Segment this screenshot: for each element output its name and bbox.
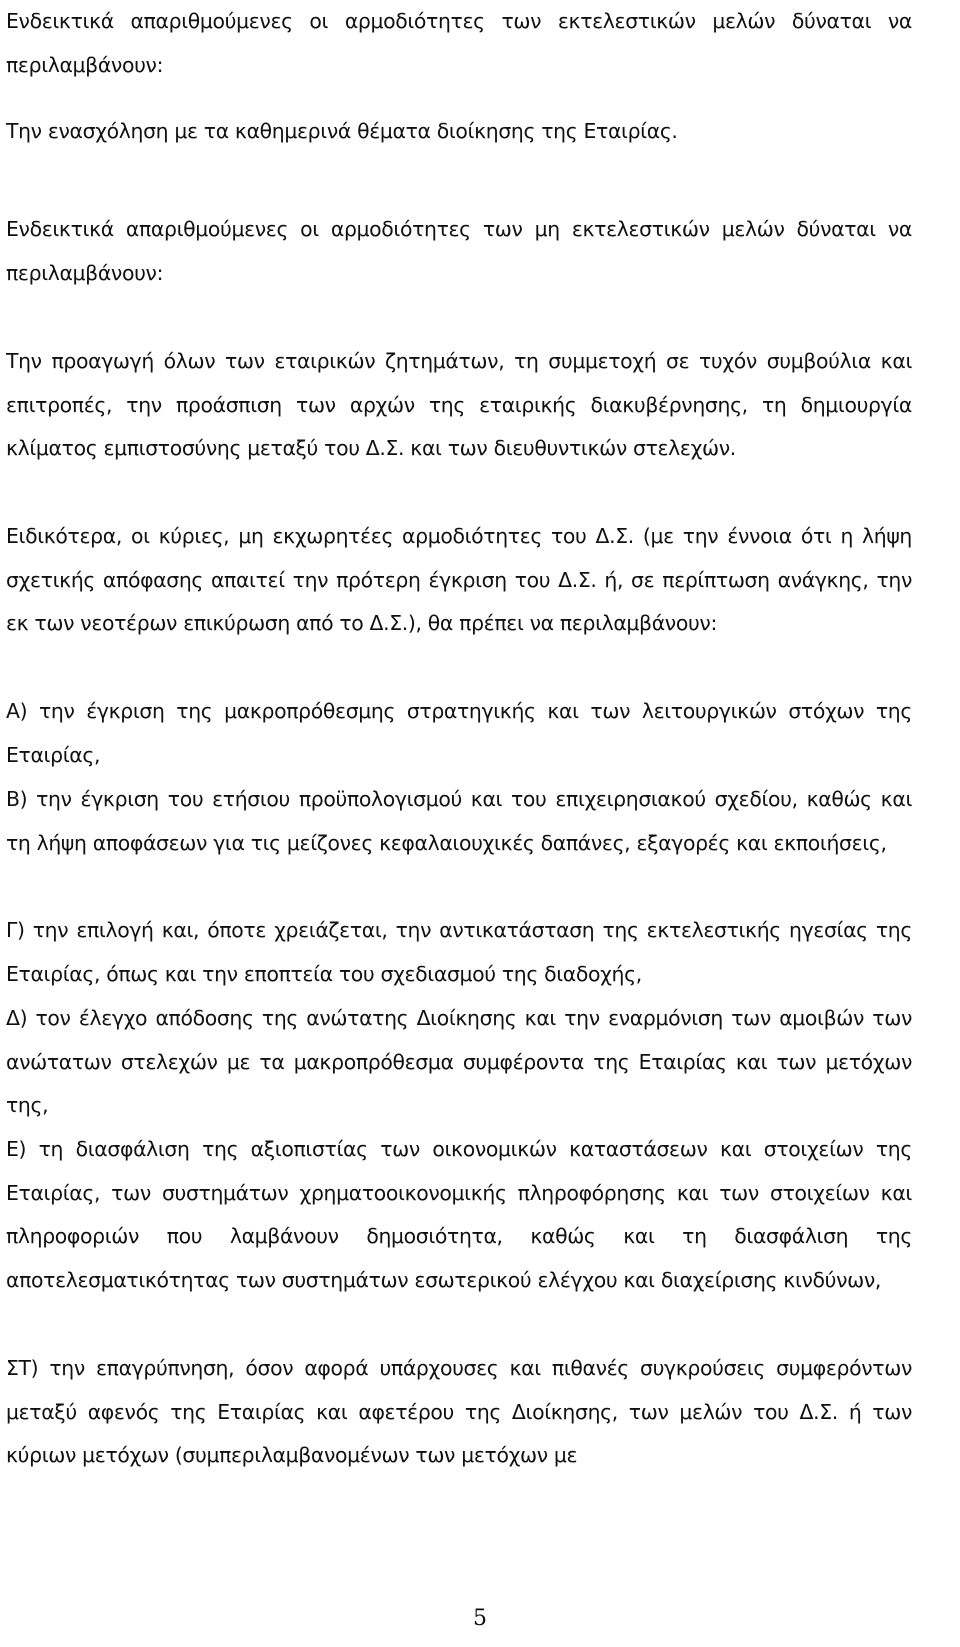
paragraph-executive-duties: Την ενασχόληση με τα καθημερινά θέματα διοίκησης της Εταιρίας. (6, 119, 678, 143)
list-item-c: Γ) την επιλογή και, όποτε χρειάζεται, την αντικατάσταση της εκτελεστικής ηγεσίας της Εταιρίας, όπως και την εποπτεία του σχεδιασμού της διαδοχής, (6, 918, 912, 986)
list-item-e: Ε) τη διασφάλιση της αξιοπιστίας των οικονομικών καταστάσεων και στοιχείων της Εταιρίας, των συστημάτων χρηματοοικονομικής πληροφόρησης και των στοιχείων και πληροφοριών που λαμβάνουν δημοσιότητα, καθώς και τη διασφάλιση της αποτελεσματικότητας των συστημάτων εσωτερικού ελέγχου και διαχείρισης κινδύνων, (6, 1137, 912, 1293)
list-item-a: Α) την έγκριση της μακροπρόθεσμης στρατηγικής και των λειτουργικών στόχων της Εταιρίας, (6, 699, 912, 767)
paragraph-executive-duties-intro: Ενδεικτικά απαριθμούμενες οι αρμοδιότητες των εκτελεστικών μελών δύναται να περιλαμβάνουν: (6, 9, 912, 77)
list-item-st: ΣΤ) την επαγρύπνηση, όσον αφορά υπάρχουσες και πιθανές συγκρούσεις συμφερόντων μεταξύ αφενός της Εταιρίας και αφετέρου της Διοίκησης, των μελών του Δ.Σ. ή των κύριων μετόχων (συμπεριλαμβανομένων των μετόχων με (6, 1356, 912, 1468)
list-item-d: Δ) τον έλεγχο απόδοσης της ανώτατης Διοίκησης και την εναρμόνιση των αμοιβών των ανώτατων στελεχών με τα μακροπρόθεσμα συμφέροντα της Εταιρίας και των μετόχων της, (6, 1006, 912, 1118)
paragraph-non-executive-duties: Την προαγωγή όλων των εταιρικών ζητημάτων, τη συμμετοχή σε τυχόν συμβούλια και επιτροπές, την προάσπιση των αρχών της εταιρικής διακυβέρνησης, τη δημιουργία κλίματος εμπιστοσύνης μεταξύ του Δ.Σ. και των διευθυντικών στελεχών. (6, 349, 912, 461)
page-number: 5 (473, 1606, 487, 1631)
paragraph-board-responsibilities-intro: Ειδικότερα, οι κύριες, μη εκχωρητέες αρμοδιότητες του Δ.Σ. (με την έννοια ότι η λήψη σχετικής απόφασης απαιτεί την πρότερη έγκριση του Δ.Σ. ή, σε περίπτωση ανάγκης, την εκ των νεοτέρων επικύρωση από το Δ.Σ.), θα πρέπει να περιλαμβάνουν: (6, 524, 912, 636)
list-item-b: Β) την έγκριση του ετήσιου προϋπολογισμού και του επιχειρησιακού σχεδίου, καθώς και τη λήψη αποφάσεων για τις μείζονες κεφαλαιουχικές δαπάνες, εξαγορές και εκποιήσεις, (6, 787, 912, 855)
paragraph-non-executive-duties-intro: Ενδεικτικά απαριθμούμενες οι αρμοδιότητες των μη εκτελεστικών μελών δύναται να περιλαμβάνουν: (6, 217, 912, 285)
